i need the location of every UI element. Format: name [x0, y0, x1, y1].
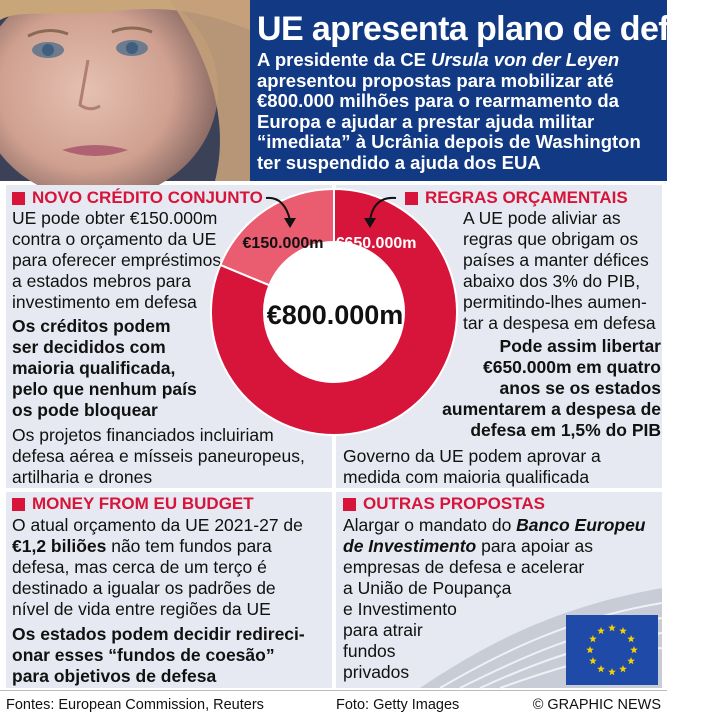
slice-label-650000: €650.000m: [335, 235, 417, 252]
eu-stars: [566, 615, 658, 685]
intro-line: A presidente da CE Ursula von der Leyen: [257, 49, 620, 70]
intro-line: Europa e ajudar a prestar ajuda militar: [257, 110, 595, 132]
intro-line: apresentou propostas para mobilizar até: [257, 69, 614, 91]
eu-star-icon: [597, 627, 605, 634]
intro-line: “imediata” à Ucrânia depois de Washington: [257, 131, 641, 152]
person-name: Ursula von der Leyen: [431, 49, 620, 70]
header-banner: [0, 0, 724, 181]
novo-credito-bold: Os créditos podem ser decididos com maioria qualificada, pelo que nenhum país os pode bloquear: [12, 316, 197, 420]
regras-text2: Governo da UE podem aprovar a medida com maioria qualificada: [343, 446, 601, 487]
section-heading-money: MONEY FROM EU BUDGET: [12, 494, 254, 514]
eu-star-icon: [608, 624, 616, 631]
portrait-illustration: [0, 0, 250, 181]
section-heading-outras: OUTRAS PROPOSTAS: [343, 494, 545, 514]
eu-star-icon: [619, 627, 627, 634]
eu-star-icon: [589, 635, 597, 642]
regras-text: A UE pode aliviar as regras que obrigam os países a manter défices abaixo dos 3% do PIB, permitindo-lhes aumen- tar a despesa em defesa: [463, 208, 656, 333]
eu-star-icon: [627, 635, 635, 642]
total-label: €800.000m: [266, 300, 404, 330]
footer-sources: Fontes: European Commission, Reuters: [6, 697, 264, 713]
intro-line: ter suspendido a ajuda dos EUA: [257, 151, 541, 173]
intro-text: [257, 50, 667, 173]
eu-star-icon: [608, 668, 616, 675]
slice-label-150000: €150.000m: [242, 235, 324, 252]
red-square-icon: [12, 498, 25, 511]
footer: [0, 690, 667, 720]
outras-text: Alargar o mandato do Banco Europeu de Investimento para apoiar as empresas de defesa e acelerar a União de Poupança e Investimento para atrair fundos privados: [343, 515, 646, 682]
section-heading-regras: REGRAS ORÇAMENTAIS: [405, 188, 628, 208]
novo-credito-text2: Os projetos financiados incluiriam defesa aérea e mísseis paneuropeus, artilharia e drones: [12, 425, 305, 487]
footer-photo-credit: Foto: Getty Images: [336, 697, 460, 713]
eu-star-icon: [619, 665, 627, 672]
red-square-icon: [343, 498, 356, 511]
page-title: UE apresenta plano de defesa: [257, 10, 724, 48]
eu-star-icon: [627, 657, 635, 664]
eu-star-icon: [597, 665, 605, 672]
eu-star-icon: [589, 657, 597, 664]
money-text: O atual orçamento da UE 2021-27 de €1,2 biliões não tem fundos para defesa, mas cerca de um terço é destinado a igualar os padrões de nível de vida entre regiões da UE: [12, 515, 303, 619]
regras-bold: Pode assim libertar €650.000m em quatro anos se os estados aumentarem a despesa de defesa em 1,5% do PIB: [442, 336, 661, 440]
portrait-photo: [0, 0, 250, 181]
footer-copyright: © GRAPHIC NEWS: [532, 697, 661, 713]
eu-flag-icon: [566, 615, 658, 685]
red-square-icon: [12, 192, 25, 205]
eu-star-icon: [586, 646, 594, 653]
eu-star-icon: [630, 646, 638, 653]
money-bold: Os estados podem decidir redireci- onar esses “fundos de coesão” para objetivos de defesa: [12, 624, 305, 686]
section-heading-novo-credito: NOVO CRÉDITO CONJUNTO: [12, 188, 263, 208]
novo-credito-text: UE pode obter €150.000m contra o orçamento da UE para oferecer empréstimos a estados mebros para investimento em defesa: [12, 208, 222, 312]
intro-line: €800.000 milhões para o rearmamento da: [257, 90, 619, 111]
donut-chart: [208, 180, 458, 442]
